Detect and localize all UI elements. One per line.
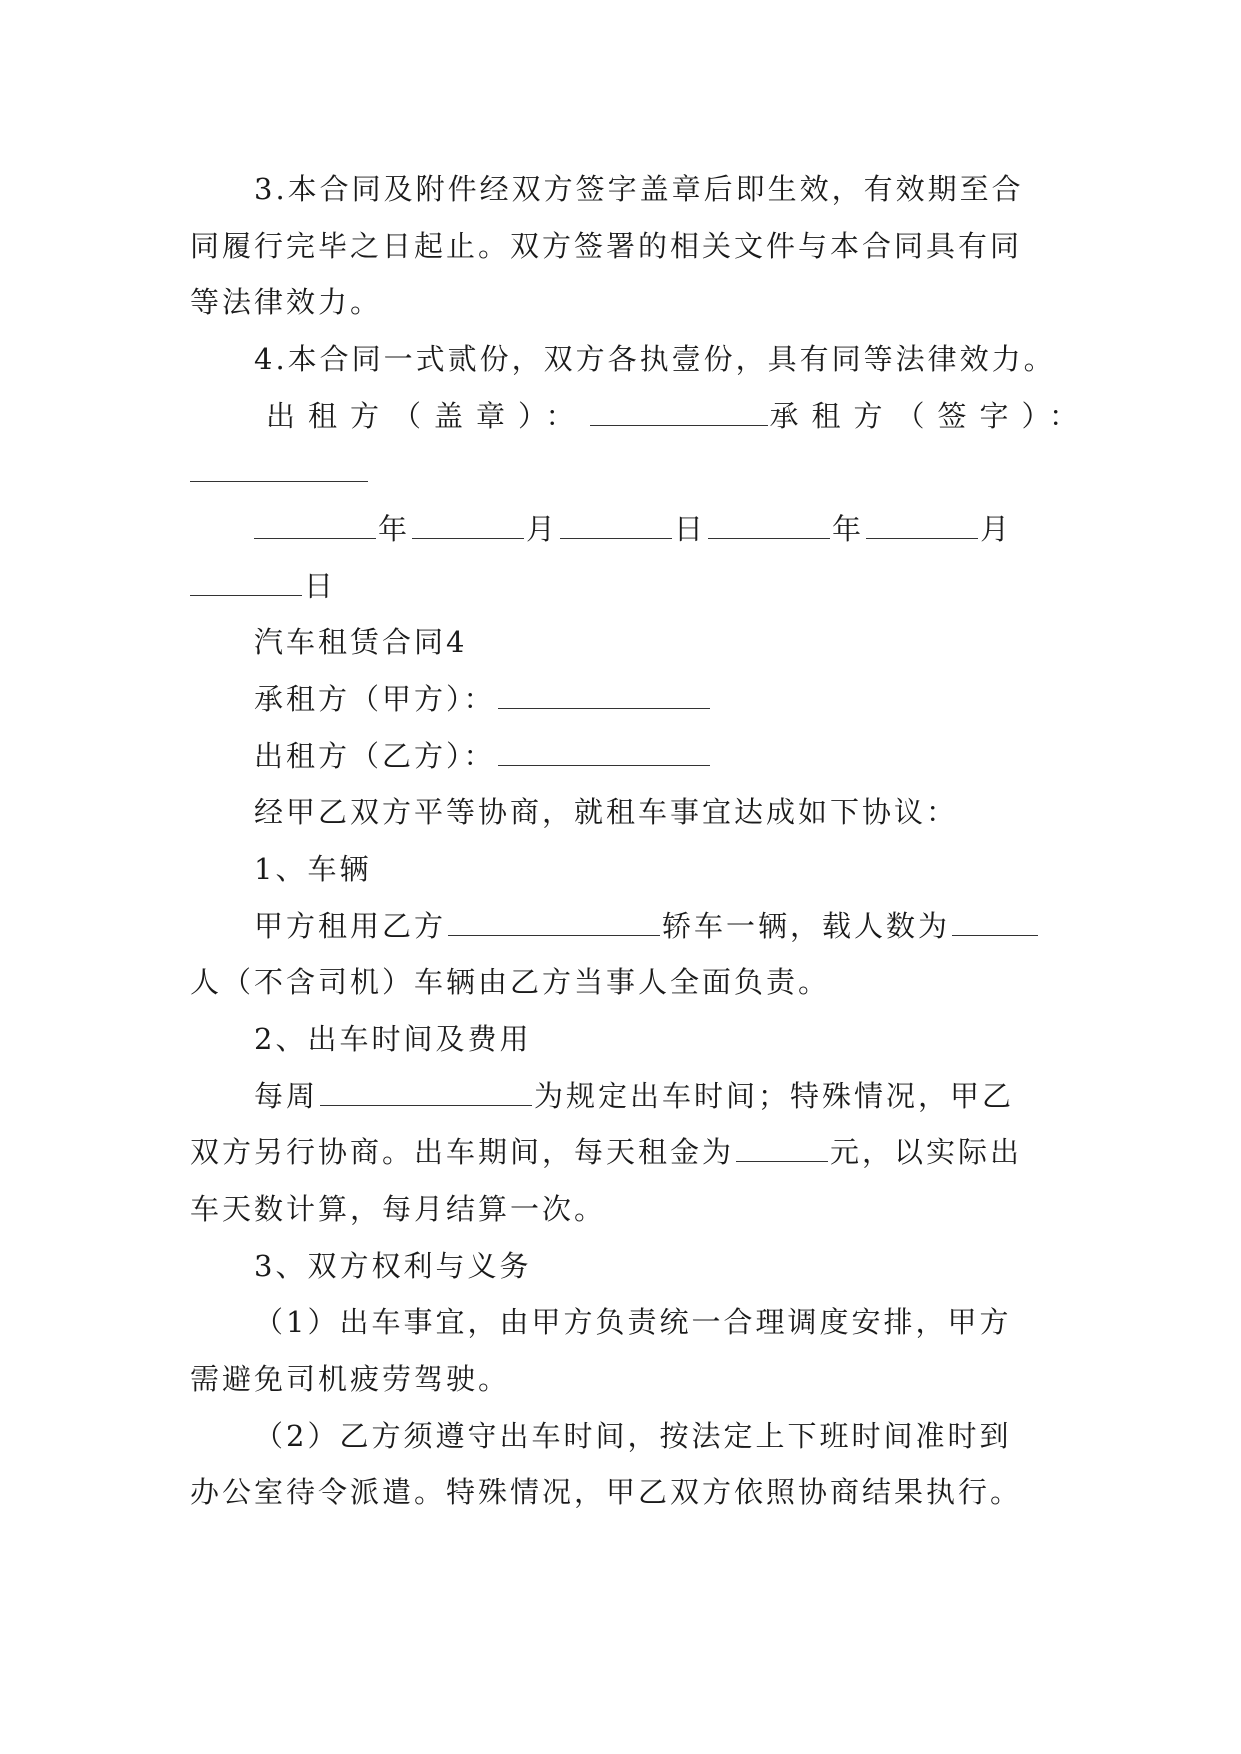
car-model-blank — [448, 899, 660, 936]
lessee-sign-label: 承租方（签字）： — [769, 399, 1092, 433]
text-span: 轿车一辆，载人数为 — [662, 909, 951, 943]
text-span: 为规定出车时间；特殊情况，甲乙 — [534, 1079, 1015, 1113]
clause-heading: 2、出车时间及费用 — [254, 1022, 532, 1056]
text-span: 双方另行协商。出车期间，每天租金为 — [190, 1135, 735, 1169]
party-a-blank — [498, 672, 710, 709]
paragraph-line: 车天数计算，每月结算一次。 — [190, 1192, 607, 1226]
month-blank — [412, 502, 524, 539]
signature-blank — [190, 445, 368, 482]
signature-blank — [590, 389, 768, 426]
paragraph-line: 办公室待令派遣。特殊情况，甲乙双方依照协商结果执行。 — [190, 1475, 1023, 1509]
month-blank — [866, 502, 978, 539]
month-label: 月 — [526, 512, 559, 546]
paragraph-line: 等法律效力。 — [190, 285, 383, 319]
text-span: 元，以实际出 — [830, 1135, 1023, 1169]
date-line-continued — [190, 557, 1050, 615]
paragraph-line: 同履行完毕之日起止。双方签署的相关文件与本合同具有同 — [190, 229, 1023, 263]
section-title: 汽车租赁合同4 — [254, 625, 468, 659]
party-b-label: 出租方（乙方）： — [254, 739, 496, 773]
paragraph-line — [254, 897, 1114, 955]
day-blank — [560, 502, 672, 539]
year-label: 年 — [832, 512, 865, 546]
year-blank — [254, 502, 376, 539]
party-b-blank — [498, 729, 710, 766]
passenger-count-blank — [952, 899, 1038, 936]
intro-line: 经甲乙双方平等协商，就租车事宜达成如下协议： — [254, 795, 959, 829]
paragraph-line: 需避免司机疲劳驾驶。 — [190, 1362, 511, 1396]
party-b-line — [254, 727, 1114, 785]
paragraph-line: （2）乙方须遵守出车时间，按法定上下班时间准时到 — [254, 1419, 1012, 1453]
month-label: 月 — [980, 512, 1013, 546]
party-a-label: 承租方（甲方）： — [254, 682, 496, 716]
paragraph-line — [190, 1123, 1050, 1181]
date-line — [254, 500, 1114, 558]
paragraph-line: 4.本合同一式贰份，双方各执壹份，具有同等法律效力。 — [254, 342, 1056, 376]
day-label: 日 — [304, 569, 337, 603]
paragraph-line: （1）出车事宜，由甲方负责统一合理调度安排，甲方 — [254, 1305, 1012, 1339]
clause-heading: 1、车辆 — [254, 852, 372, 886]
party-a-line — [254, 670, 1114, 728]
year-label: 年 — [378, 512, 411, 546]
clause-heading: 3、双方权利与义务 — [254, 1249, 532, 1283]
year-blank — [708, 502, 830, 539]
paragraph-line: 3.本合同及附件经双方签字盖章后即生效，有效期至合 — [254, 172, 1024, 206]
paragraph-line: 人（不含司机）车辆由乙方当事人全面负责。 — [190, 965, 831, 999]
text-span: 甲方租用乙方 — [254, 909, 447, 943]
signature-line-continued — [190, 443, 1050, 501]
signature-line — [266, 387, 1126, 445]
text-span: 每周 — [254, 1079, 319, 1113]
paragraph-line — [254, 1067, 1114, 1125]
day-label: 日 — [674, 512, 707, 546]
lessor-sign-label: 出租方（盖章）： — [266, 399, 588, 433]
daily-rent-blank — [736, 1125, 828, 1162]
day-blank — [190, 559, 302, 596]
weekday-blank — [320, 1069, 532, 1106]
